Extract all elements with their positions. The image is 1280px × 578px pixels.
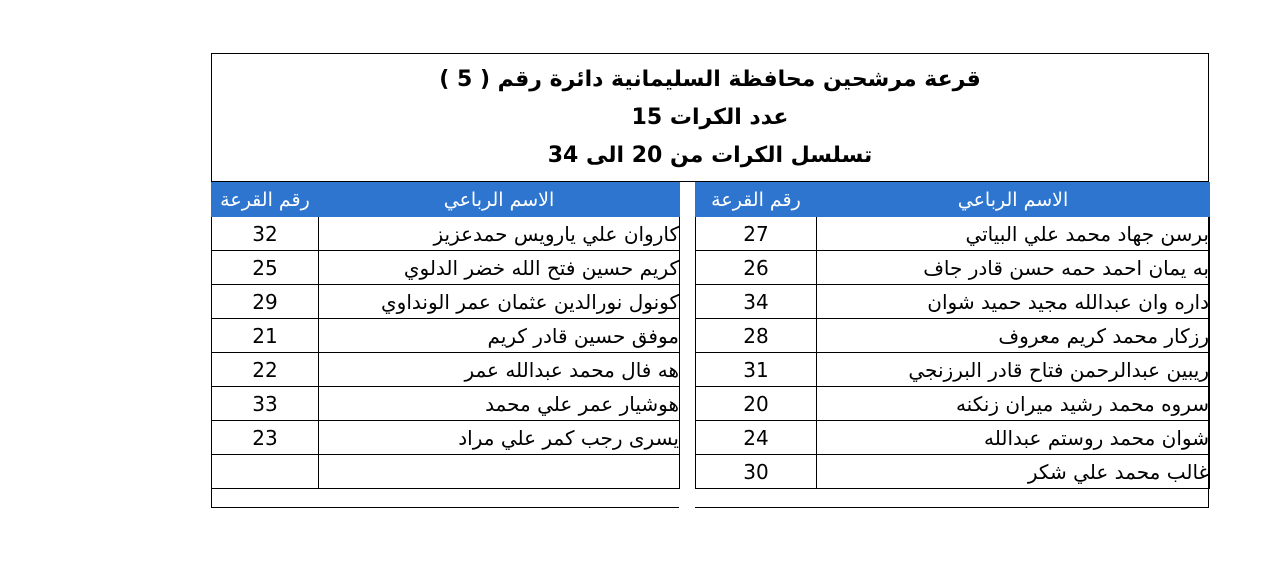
candidate-name: شوان محمد روستم عبدالله — [817, 421, 1210, 455]
candidate-name: سروه محمد رشيد ميران زنكنه — [817, 387, 1210, 421]
table-row — [696, 251, 1210, 285]
table-row — [212, 455, 680, 489]
table-row — [696, 319, 1210, 353]
candidate-name: هه فال محمد عبدالله عمر — [319, 353, 680, 387]
draw-number: 20 — [696, 387, 817, 421]
candidate-name: برسن جهاد محمد علي البياتي — [817, 217, 1210, 251]
candidate-name: رزكار محمد كريم معروف — [817, 319, 1210, 353]
column-header-name: الاسم الرباعي — [319, 183, 680, 217]
table-row — [696, 353, 1210, 387]
column-header-number: رقم القرعة — [696, 183, 817, 217]
candidates-table-right — [695, 182, 1210, 489]
draw-number: 21 — [212, 319, 319, 353]
table-row — [212, 319, 680, 353]
candidate-name: ريبين عبدالرحمن فتاح قادر البرزنجي — [817, 353, 1210, 387]
draw-number — [212, 455, 319, 489]
candidate-name: كاروان علي يارويس حمدعزيز — [319, 217, 680, 251]
title-box — [211, 53, 1209, 182]
draw-number: 29 — [212, 285, 319, 319]
draw-number: 28 — [696, 319, 817, 353]
table-gap — [679, 182, 695, 508]
column-header-number: رقم القرعة — [212, 183, 319, 217]
draw-number: 30 — [696, 455, 817, 489]
candidate-name: هوشيار عمر علي محمد — [319, 387, 680, 421]
draw-number: 31 — [696, 353, 817, 387]
table-row — [696, 217, 1210, 251]
candidate-name: يسرى رجب كمر علي مراد — [319, 421, 680, 455]
draw-number: 23 — [212, 421, 319, 455]
draw-number: 33 — [212, 387, 319, 421]
candidate-name — [319, 455, 680, 489]
table-row — [212, 285, 680, 319]
title-line-3: تسلسل الكرات من 20 الى 34 — [547, 143, 873, 168]
candidate-name: كونول نورالدين عثمان عمر الونداوي — [319, 285, 680, 319]
table-header-row — [696, 183, 1210, 217]
table-row — [212, 217, 680, 251]
draw-number: 32 — [212, 217, 319, 251]
table-row — [696, 387, 1210, 421]
candidate-name: غالب محمد علي شكر — [817, 455, 1210, 489]
draw-number: 22 — [212, 353, 319, 387]
title-line-2: عدد الكرات 15 — [631, 105, 789, 130]
candidate-name: داره وان عبدالله مجيد حميد شوان — [817, 285, 1210, 319]
draw-number: 26 — [696, 251, 817, 285]
table-row — [212, 387, 680, 421]
table-row — [212, 251, 680, 285]
table-row — [212, 421, 680, 455]
candidate-name: موفق حسين قادر كريم — [319, 319, 680, 353]
title-line-1: قرعة مرشحين محافظة السليمانية دائرة رقم ( 5 ) — [439, 67, 981, 92]
candidate-name: به يمان احمد حمه حسن قادر جاف — [817, 251, 1210, 285]
table-row — [696, 455, 1210, 489]
candidate-name: كريم حسين فتح الله خضر الدلوي — [319, 251, 680, 285]
column-header-name: الاسم الرباعي — [817, 183, 1210, 217]
draw-number: 24 — [696, 421, 817, 455]
table-row — [696, 421, 1210, 455]
draw-number: 27 — [696, 217, 817, 251]
draw-number: 34 — [696, 285, 817, 319]
table-header-row — [212, 183, 680, 217]
candidates-table-left — [211, 182, 680, 489]
table-row — [212, 353, 680, 387]
draw-number: 25 — [212, 251, 319, 285]
table-row — [696, 285, 1210, 319]
